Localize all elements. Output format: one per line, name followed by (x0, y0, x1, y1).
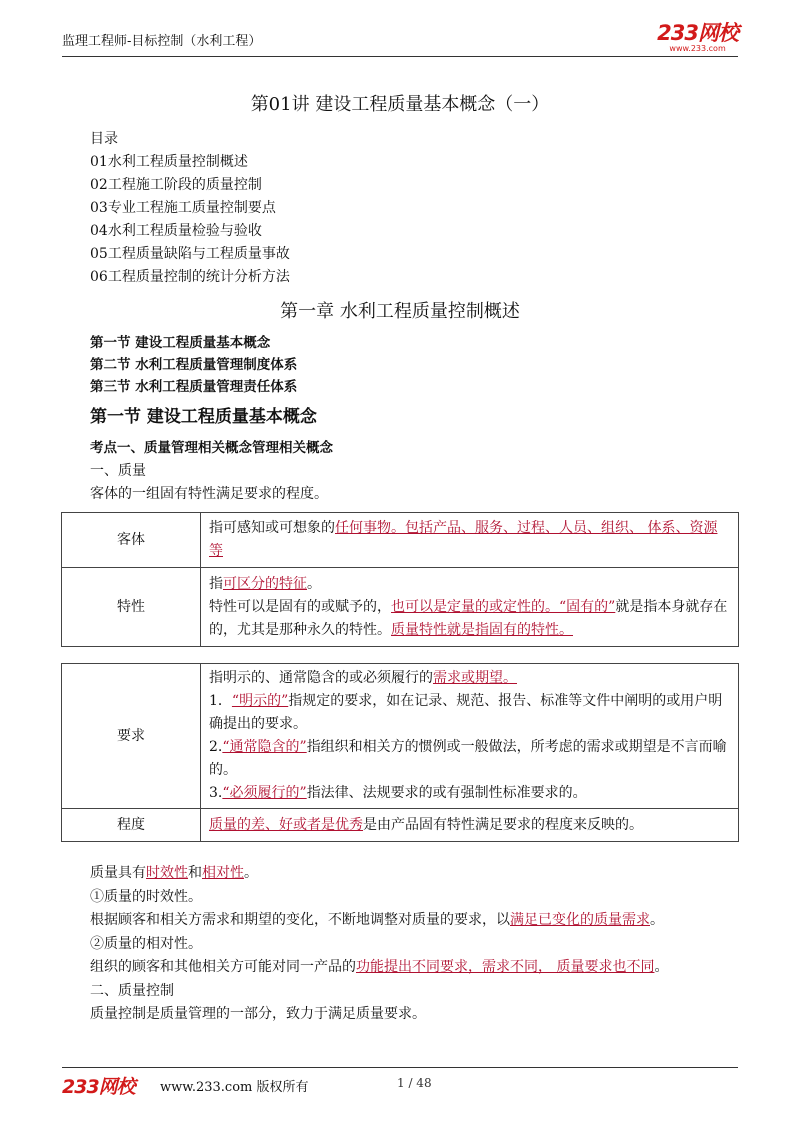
highlight: 质量的差、好或者是优秀 (209, 816, 363, 833)
toc-item: 02工程施工阶段的质量控制 (90, 177, 262, 193)
section-list (90, 332, 297, 398)
footer-divider (62, 1067, 738, 1068)
subheading-quality: 一、质量 (90, 463, 146, 479)
text: 就是指本身就存在的，尤其是那种永久的特性。 (209, 598, 728, 638)
chapter-title: 第一章 水利工程质量控制概述 (280, 301, 520, 322)
highlight: “明示的” (231, 693, 289, 709)
highlight: 质量特性就是指固有的特性。 (391, 621, 573, 638)
definition-table-2 (61, 663, 739, 842)
highlight: “必须履行的” (222, 785, 307, 801)
section-heading: 第一节 建设工程质量基本概念 (90, 407, 317, 427)
toc-item: 03专业工程施工质量控制要点 (90, 200, 276, 216)
text: 组织的顾客和其他相关方可能对同一产品的 (90, 959, 356, 975)
table-row (62, 809, 739, 842)
quality-definition: 客体的一组固有特性满足要求的程度。 (90, 486, 328, 502)
text: 指 (209, 575, 223, 592)
toc-item: 04水利工程质量检验与验收 (90, 223, 262, 239)
lecture-title: 第01讲 建设工程质量基本概念（一） (250, 94, 550, 115)
text: 根据顾客和相关方需求和期望的变化，不断地调整对质量的要求，以 (90, 912, 510, 928)
row-key: 特性 (62, 568, 201, 647)
section-item: 第二节 水利工程质量管理制度体系 (90, 357, 298, 373)
row-key: 程度 (62, 809, 201, 842)
text: 指组织和相关方的惯例或一般做法，所考虑的需求或期望是不言而喻的。 (209, 739, 727, 778)
text: 质量具有 (90, 865, 146, 881)
text: 1． (209, 693, 232, 709)
paragraph: ①质量的时效性。 (90, 888, 202, 905)
text: 指法律、法规要求的或有强制性标准要求的。 (306, 785, 587, 801)
highlight: “通常隐含的” (222, 739, 307, 755)
row-key: 客体 (62, 513, 201, 568)
header-title: 监理工程师-目标控制（水利工程） (62, 34, 262, 49)
table-row (62, 664, 739, 809)
highlight: 满足已变化的质量需求 (510, 912, 650, 928)
paragraph: ②质量的相对性。 (90, 935, 202, 952)
text: 指明示的、通常隐含的或必须履行的 (209, 670, 433, 686)
footer-copyright: www.233.com 版权所有 (160, 1080, 309, 1095)
toc-label: 目录 (90, 131, 118, 147)
row-value (201, 513, 739, 568)
header-divider (62, 56, 738, 57)
table-row (62, 568, 739, 647)
text: 和 (188, 865, 202, 881)
highlight: 相对性 (202, 865, 244, 881)
text: 指可感知或可想象的 (209, 520, 335, 536)
paragraph (90, 909, 668, 933)
highlight: 功能提出不同要求，需求不同， 质量要求也不同 (356, 959, 655, 975)
logo-mark: 233网校 (657, 21, 738, 45)
body-text (90, 862, 668, 1027)
toc-item: 06工程质量控制的统计分析方法 (90, 269, 290, 285)
paragraph: 二、质量控制 (90, 982, 174, 999)
text: 。 (650, 912, 664, 928)
table-of-contents (90, 128, 290, 289)
toc-item: 05工程质量缺陷与工程质量事故 (90, 246, 290, 262)
paragraph (90, 862, 668, 886)
text: 2. (209, 739, 223, 755)
paragraph: 质量控制是质量管理的一部分，致力于满足质量要求。 (90, 1006, 426, 1022)
definition-table-1 (61, 512, 739, 647)
text: 。 (654, 959, 669, 975)
row-value (201, 664, 739, 809)
paragraph (90, 956, 668, 980)
highlight: 可区分的特征 (223, 575, 307, 592)
row-value (201, 809, 739, 842)
footer-logo: 233网校 (62, 1076, 135, 1098)
text: 3. (209, 785, 223, 801)
highlight: 需求或期望。 (433, 670, 517, 686)
header-logo (657, 22, 738, 53)
highlight: 任何事物。包括产品、服务、过程、人员、组织、 体系、资源等 (209, 520, 718, 559)
text: 。 (244, 865, 258, 881)
row-key: 要求 (62, 664, 201, 809)
page-number: 1 / 48 (397, 1076, 432, 1090)
highlight: 也可以是定量的或定性的。“固有的” (391, 598, 616, 615)
text: 。 (307, 575, 321, 592)
text: 是由产品固有特性满足要求的程度来反映的。 (363, 816, 643, 833)
section-item: 第三节 水利工程质量管理责任体系 (90, 379, 298, 395)
text: 指规定的要求，如在记录、规范、报告、标准等文件中阐明的或用户明确提出的要求。 (209, 693, 723, 732)
table-row (62, 513, 739, 568)
logo-url: www.233.com (669, 44, 726, 53)
toc-item: 01水利工程质量控制概述 (90, 154, 248, 170)
key-point-heading: 考点一、质量管理相关概念管理相关概念 (90, 440, 333, 456)
row-value (201, 568, 739, 647)
highlight: 时效性 (146, 865, 188, 881)
section-item: 第一节 建设工程质量基本概念 (90, 335, 271, 351)
text: 特性可以是固有的或赋予的， (209, 598, 391, 615)
